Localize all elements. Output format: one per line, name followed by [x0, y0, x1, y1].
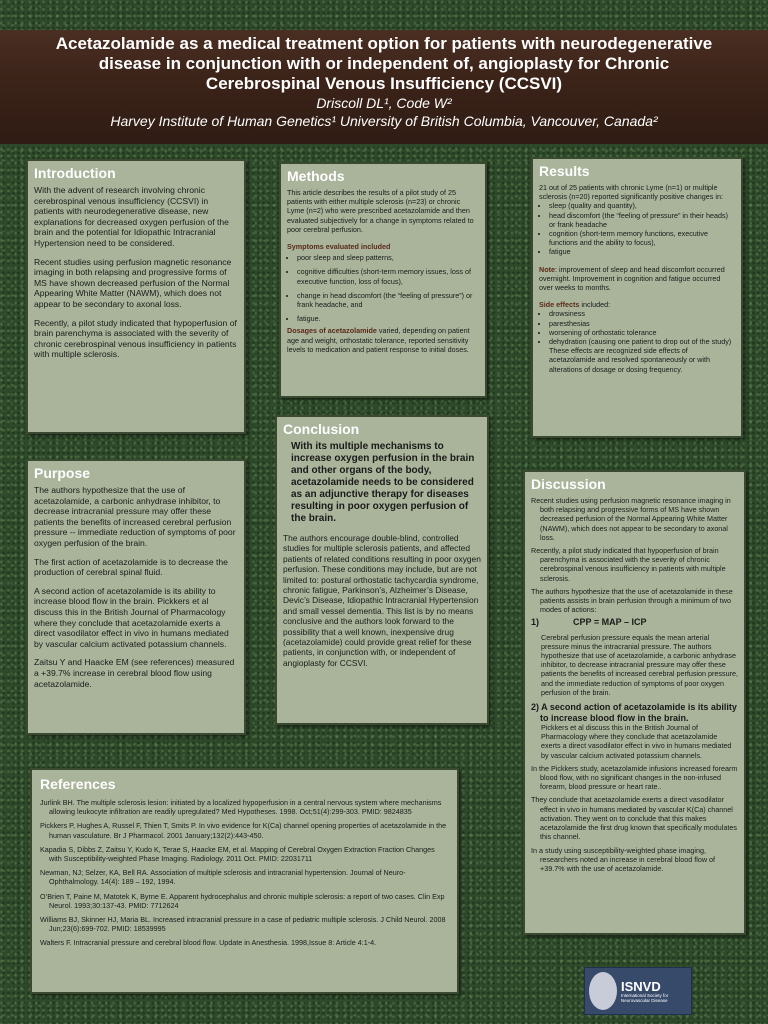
side-effects-text: included:	[579, 300, 611, 310]
list-item: • worsening of orthostatic tolerance	[549, 328, 735, 337]
conclusion-body	[277, 441, 487, 668]
introduction-heading: Introduction	[34, 165, 116, 181]
results-changes-list	[539, 201, 735, 256]
introduction-paragraph: Recently, a pilot study indicated that hypoperfusion of brain parenchyma is associated with the severity of chronic cerebrospinal venous insufficiency in patients with multiple sclerosis.	[34, 317, 237, 360]
reference-item: Jurlink BH. The multiple sclerosis lesion: initiated by a localized hypoperfusion in a central nervous system where mechanisms allowing leukocyte infiltration are readily upregulated? Med Hypotheses. 1998. Oct;51(4):299-303. PMID: 9824835	[40, 798, 442, 817]
list-item: • fatigue.	[297, 314, 479, 323]
conclusion-panel	[275, 415, 489, 725]
list-item: • change in head discomfort (the “feeling of pressure”) or frank headache, and	[297, 291, 479, 309]
list-item: • dehydration (causing one patient to drop out of the study)	[549, 337, 735, 346]
symptoms-list	[287, 253, 479, 323]
note-text: : improvement of sleep and head discomfort occurred overnight. Improvement in cognition and fatigue occurred over weeks to months.	[539, 264, 725, 293]
purpose-paragraph: Zaitsu Y and Haacke EM (see references) measured a +39.7% increase in cerebral blood flow using acetazolamide.	[34, 657, 235, 689]
purpose-paragraph: A second action of acetazolamide is its ability to increase blood flow in the brain. Pickkers et al discuss this in the British Journal of Pharmacology where they conclude that acetazolamide exerts a direct vasodilator effect in vivo in humans mediated by vascular calcium activated potassium channels.	[34, 585, 229, 649]
reference-item: Williams BJ, Skinner HJ, Maria BL. Increased intracranial pressure in a case of pediatric multiple sclerosis. J Child Neurol. 2008 Jun;23(6):699-702. PMID: 18539995	[40, 915, 446, 934]
results-heading: Results	[539, 163, 590, 179]
discussion-paragraph: The authors hypothesize that the use of acetazolamide in these patients assists in brain perfusion through a minimum of two modes of actions:	[531, 586, 733, 615]
list-item: • drowsiness	[549, 309, 735, 318]
discussion-paragraph: In the Pickkers study, acetazolamide infusions increased forearm blood flow, with no significant changes in the non-infused forearm, blood pressure or heart rate..	[531, 763, 738, 792]
reference-item: O’Brien T, Paine M, Matotek K, Byrne E. Apparent hydrocephalus and chronic multiple sclerosis: a report of two cases. Clin Exp Neurol. 1993;30:137-43. PMID: 7712624	[40, 891, 445, 910]
discussion-heading: Discussion	[531, 476, 606, 492]
introduction-paragraph: Recent studies using perfusion magnetic resonance imaging in both relapsing and progressive forms of MS have shown decreased perfusion of the Normal Appearing White Matter (NAWM), which does not appear to be secondary to axonal loss.	[34, 256, 232, 309]
reference-item: Walters F. Intracranial pressure and cerebral blood flow. Update in Anesthesia. 1998,Issue 8: Article 4:1-4.	[40, 938, 377, 948]
purpose-paragraph: The authors hypothesize that the use of acetazolamide, a carbonic anhydrase inhibitor, to decrease intracranial pressure may offer these patients the benefits of increased cerebral perfusion pressure -- immediate reduction of symptoms of poor oxygen perfusion of the brain.	[34, 485, 236, 548]
discussion-paragraph: Recent studies using perfusion magnetic resonance imaging in both relapsing and progressive forms of MS have shown decreased perfusion of the Normal Appearing White Matter (NAWM), which does not appear to be secondary to axonal loss.	[531, 496, 731, 542]
discussion-paragraph: Pickkers et al discuss this in the British Journal of Pharmacology where they conclude that acetazolamide exerts a direct vasodilator effect in vivo in humans mediated by vascular calcium activated potassium channels.	[541, 723, 732, 760]
poster-authors: Driscoll DL¹, Code W²	[316, 95, 452, 111]
dosage-text: varied, depending on patient age and weight, orthostatic tolerance, reported sensitivity levels to medication and patient response to initial doses.	[287, 326, 470, 354]
logo-name: ISNVD	[620, 978, 661, 994]
logo-subtitle: International Society for Neurovascular Disease	[620, 992, 669, 1003]
side-effects-label: Side effects	[539, 300, 580, 310]
discussion-paragraph: Cerebral perfusion pressure equals the mean arterial pressure minus the intracranial pressure. The authors hypothesize that use of acetazolamide, a carbonic anhydrase inhibitor, to decrease intracranial pressure may offer these patients the benefits of increased cerebral perfusion pressure, and the immediate reduction of symptoms of poor oxygen perfusion of the brain.	[541, 632, 738, 697]
list-item: • poor sleep and sleep patterns,	[297, 253, 479, 262]
results-body	[533, 183, 741, 374]
note-label: Note	[539, 264, 555, 274]
methods-body	[281, 188, 485, 354]
list-item: • paresthesias	[549, 319, 735, 328]
introduction-panel	[26, 159, 246, 434]
side-effects-list	[539, 309, 735, 346]
results-panel	[531, 157, 743, 438]
conclusion-heading: Conclusion	[283, 421, 360, 437]
reference-item: Kapadia S, Dibbs Z, Zaitsu Y, Kudo K, Terae S, Haacke EM, et al. Mapping of Cerebral Oxygen Extraction Fraction Changes with Susceptibility-weighted Phase Imaging. Radiology. 2011 Oct. PMID: 22031711	[40, 844, 435, 864]
list-item: • cognition (short-term memory functions, executive functions and the ability to focus),	[549, 229, 735, 247]
poster-affiliation: Harvey Institute of Human Genetics¹ University of British Columbia, Vancouver, Canada²	[110, 113, 658, 129]
poster-header	[0, 30, 768, 144]
symptoms-heading: Symptoms evaluated included	[287, 242, 391, 252]
formula-text: CPP = MAP – ICP	[573, 617, 647, 628]
conclusion-lead: With its multiple mechanisms to increase oxygen perfusion in the brain and other organs of the body, acetazolamide needs to be considered as an adjunctive therapy for diseases resulting in poor oxygen perfusion of the brain.	[291, 441, 475, 524]
references-body	[32, 798, 457, 948]
references-panel	[30, 768, 459, 994]
discussion-subheading: 2) A second action of acetazolamide is its ability to increase blood flow in the brain.	[531, 702, 737, 723]
conclusion-text: The authors encourage double-blind, controlled studies for multiple sclerosis patients, and affected patients of related conditions resulting in poor oxygen perfusion. These conditions may include, but are not limited to: postural orthostatic tachycardia syndrome, chronic fatigue, Parkinson’s, Alzheimer’s Disease, Devic’s Disease, Idiopathic Intracranial Hypertension and small vessel dementia. This list is by no means conclusive and the authors look forward to the possibility that a well known, inexpensive drug (acetazolamide) could provide great relief for these patients, in conjunction with, or independent of angioplasty for CCSVI.	[283, 533, 481, 668]
side-effects-note: These effects are recognized side effects of acetazolamide and resolved spontaneously or with alterations of dosage or dosing frequency.	[549, 346, 711, 374]
references-heading: References	[40, 776, 116, 792]
discussion-paragraph: They conclude that acetazolamide exerts a direct vasodilator effect in vivo in humans mediated by vascular K(Ca) channel activation. They went on to conclude that this makes acetazolamide the first drug known that specifically modulates this channel.	[531, 795, 737, 842]
introduction-paragraph: With the advent of research involving chronic cerebrospinal venous insufficiency (CCSVI) in patients with neurodegenerative disease, new explanations for decreased oxygen perfusion of the brain and the potential for Idiopathic Intracranial Hypertension need to be considered.	[34, 185, 229, 248]
list-item: • fatigue	[549, 247, 735, 256]
methods-panel	[279, 162, 487, 398]
discussion-paragraph: In a study using susceptibility-weighted phase imaging, researchers noted an increase in cerebral blood flow of +39.7% with the use of acetazolamide.	[531, 845, 715, 873]
purpose-heading: Purpose	[34, 465, 91, 481]
poster-title: Acetazolamide as a medical treatment option for patients with neurodegenerative disease in conjunction with or independent of, angioplasty for Chronic Cerebrospinal Venous Insufficiency (CCSVI)	[55, 34, 713, 93]
reference-item: Pickkers P, Hughes A, Russel F, Thien T, Smits P. In vivo evidence for K(Ca) channel opening properties of acetazolamide in the human vasculature. Br J Pharmacol. 2001 January;132(2):443-450.	[40, 821, 447, 840]
reference-item: Newman, NJ; Selzer, KA, Bell RA. Association of multiple sclerosis and intracranial hypertension. Journal of Neuro-Ophthalmology. 14(4): 189 – 192, 1994.	[40, 868, 406, 887]
discussion-paragraph: Recently, a pilot study indicated that hypoperfusion of brain parenchyma is associated with the severity of chronic cerebrospinal venous insufficiency in patients with multiple sclerosis.	[531, 546, 726, 583]
purpose-body	[28, 485, 244, 689]
methods-heading: Methods	[287, 168, 345, 184]
purpose-panel	[26, 459, 246, 735]
discussion-panel	[523, 470, 746, 935]
list-item: • sleep (quality and quantity),	[549, 201, 735, 210]
dosage-label: Dosages of acetazolamide	[287, 326, 377, 336]
list-item: • head discomfort (the “feeling of pressure” in their heads) or frank headache	[549, 211, 735, 229]
formula-number: 1)	[531, 617, 540, 628]
methods-intro: This article describes the results of a pilot study of 25 patients with either multiple sclerosis (n=23) or chronic Lyme (n=2) who were prescribed acetazolamide and then evaluated subjectively for a change in symptoms related to poor cerebral perfusion.	[287, 188, 474, 234]
brain-icon	[589, 972, 617, 1010]
introduction-body	[28, 185, 244, 360]
list-item: • cognitive difficulties (short-term memory issues, loss of executive function, loss of focus),	[297, 267, 479, 285]
discussion-body	[525, 496, 744, 873]
purpose-paragraph: The first action of acetazolamide is to decrease the production of cerebral spinal fluid.	[34, 556, 228, 578]
results-intro: 21 out of 25 patients with chronic Lyme (n=1) or multiple sclerosis (n=20) reported significantly positive changes in:	[539, 183, 723, 202]
isnvd-logo	[584, 967, 692, 1015]
